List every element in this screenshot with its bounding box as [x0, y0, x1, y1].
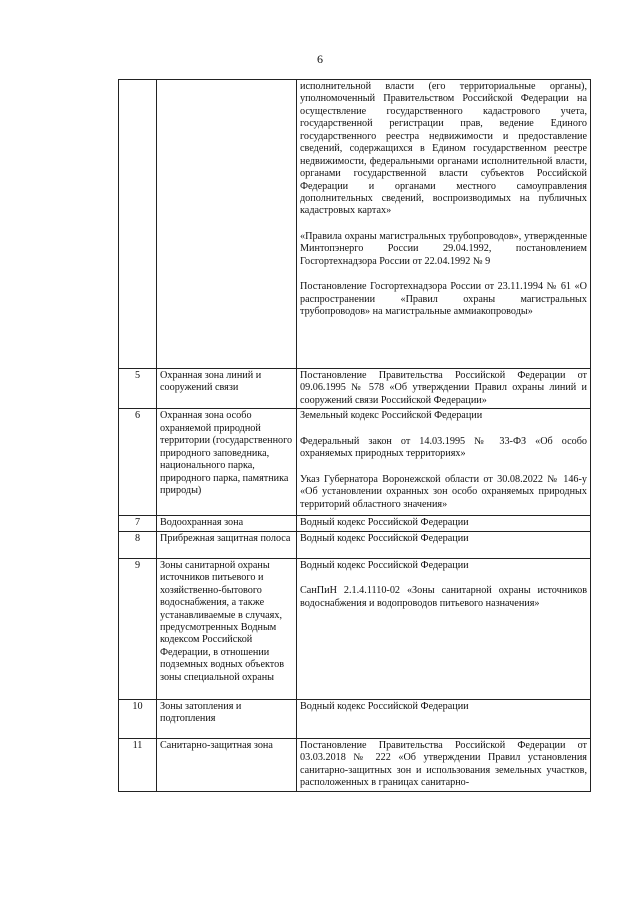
zone-name: Зоны затопления и подтопления: [157, 699, 297, 738]
table-row: [119, 558, 591, 699]
legal-basis-paragraph: Федеральный закон от 14.03.1995 № 33-ФЗ «Об особо охраняемых природных территориях»: [300, 435, 587, 460]
legal-basis-paragraph: Водный кодекс Российской Федерации: [300, 700, 469, 712]
zone-name: Зоны санитарной охраны источников питьевого и хозяйственно-бытового водоснабжения, а также устанавливаемые в случаях, предусмотренных Водным кодексом Российской Федерации, в отношении подземных водных объектов зоны специальной охраны: [157, 558, 297, 699]
table-row: [119, 738, 591, 791]
legal-basis: [297, 738, 591, 791]
page-number: 6: [317, 52, 323, 66]
legal-basis-paragraph: Постановление Правительства Российской Федерации от 09.06.1995 № 578 «Об утверждении Правил охраны линий и сооружений связи Российской Федерации»: [300, 370, 587, 406]
regulations-table: [118, 79, 591, 792]
table-row: [119, 80, 591, 369]
zone-name: Охранная зона особо охраняемой природной территории (государственного природного заповедника, национального парка, природного парка, памятника природы): [157, 409, 297, 516]
row-number: [119, 80, 157, 369]
table-row: [119, 409, 591, 516]
zone-name: Охранная зона линий и сооружений связи: [157, 369, 297, 409]
zone-name: Прибрежная защитная полоса: [157, 531, 297, 558]
legal-basis-paragraph: Водный кодекс Российской Федерации: [300, 517, 469, 529]
row-number: 8: [119, 531, 157, 558]
legal-basis-paragraph: Постановление Госгортехнадзора России от 23.11.1994 № 61 «О распространении «Правил охраны магистральных трубопроводов» на магистральные аммиакопроводы»: [300, 281, 587, 317]
legal-basis-paragraph: Постановление Правительства Российской Федерации от 03.03.2018 № 222 «Об утверждении Правил установления санитарно-защитных зон и использования земельных участков, расположенных в границах санитарно-: [300, 739, 587, 789]
legal-basis: [297, 516, 591, 531]
row-number: 11: [119, 738, 157, 791]
table-row: [119, 531, 591, 558]
table-row: [119, 369, 591, 409]
legal-basis: [297, 699, 591, 738]
table-row: [119, 699, 591, 738]
row-number: 10: [119, 699, 157, 738]
legal-basis-paragraph: Водный кодекс Российской Федерации: [300, 559, 469, 571]
legal-basis-paragraph: «Правила охраны магистральных трубопроводов», утвержденные Минтопэнерго России 29.04.1992, постановлением Госгортехнадзора России от 22.04.1992 № 9: [300, 230, 587, 267]
legal-basis: [297, 409, 591, 516]
legal-basis: [297, 531, 591, 558]
row-number: 6: [119, 409, 157, 516]
table-row: [119, 516, 591, 531]
legal-basis-paragraph: Водный кодекс Российской Федерации: [300, 532, 469, 544]
zone-name: [157, 80, 297, 369]
legal-basis: [297, 369, 591, 409]
legal-basis: [297, 80, 591, 369]
legal-basis: [297, 558, 591, 699]
zone-name: Водоохранная зона: [157, 516, 297, 531]
zone-name: Санитарно-защитная зона: [157, 738, 297, 791]
row-number: 5: [119, 369, 157, 409]
legal-basis-paragraph: исполнительной власти (его территориальные органы), уполномоченный Правительством Российской Федерации на осуществление государственного кадастрового учета, государственной регистрации прав, ведение Единого государственного реестра недвижимости и предоставление сведений, содержащихся в Едином государственном реестре недвижимости, федеральными органами исполнительной власти, органами государственной власти субъектов Российской Федерации и органами местного самоуправления дополнительных сведений, воспроизводимых на публичных кадастровых картах»: [300, 81, 587, 217]
row-number: 9: [119, 558, 157, 699]
legal-basis-paragraph: СанПиН 2.1.4.1110-02 «Зоны санитарной охраны источников водоснабжения и водопроводов питьевого назначения»: [300, 585, 587, 609]
row-number: 7: [119, 516, 157, 531]
legal-basis-paragraph: Указ Губернатора Воронежской области от 30.08.2022 № 146-у «Об установлении охранных зон особо охраняемых природных территорий областного значения»: [300, 473, 587, 510]
legal-basis-paragraph: Земельный кодекс Российской Федерации: [300, 410, 483, 422]
